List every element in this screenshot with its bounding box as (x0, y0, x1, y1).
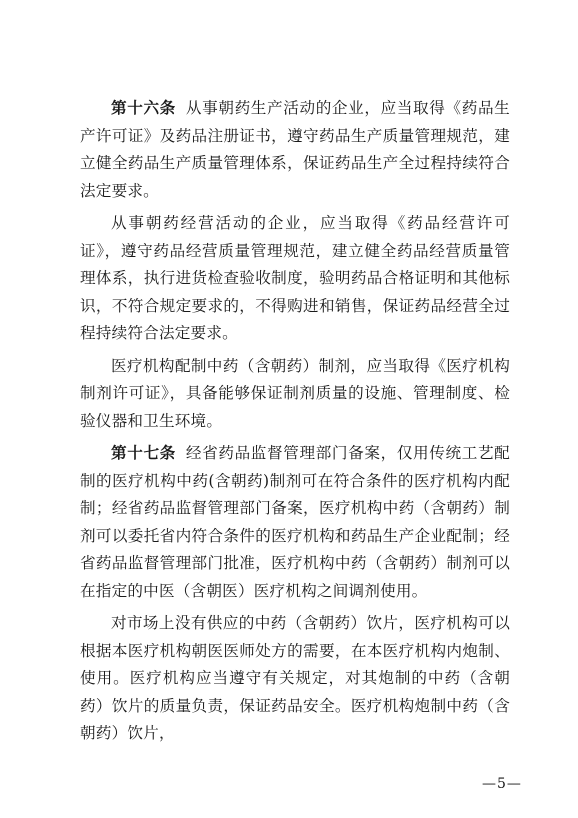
paragraph-text: 对市场上没有供应的中药（含朝药）饮片，医疗机构可以根据本医疗机构朝医医师处方的需要，在本医疗机构内炮制、使用。医疗机构应当遵守有关规定，对其炮制的中药（含朝药）饮片的质量负责，保证药品安全。医疗机构炮制中药（含朝药）饮片， (80, 614, 510, 742)
paragraph-text: 从事朝药生产活动的企业，应当取得《药品生产许可证》及药品注册证书，遵守药品生产质量管理规范，建立健全药品生产质量管理体系，保证药品生产全过程持续符合法定要求。 (80, 99, 510, 200)
paragraph-text: 从事朝药经营活动的企业，应当取得《药品经营许可证》，遵守药品经营质量管理规范，建立健全药品经营质量管理体系，执行进货检查验收制度，验明药品合格证明和其他标识，不符合规定要求的，不得购进和销售，保证药品经营全过程持续符合法定要求。 (80, 214, 510, 342)
paragraph-medical-preparation (80, 353, 510, 436)
paragraph-text: 医疗机构配制中药（含朝药）制剂，应当取得《医疗机构制剂许可证》，具备能够保证制剂质量的设施、管理制度、检验仪器和卫生环境。 (80, 356, 510, 430)
paragraph-text: 经省药品监督管理部门备案，仅用传统工艺配制的医疗机构中药(含朝药)制剂可在符合条件的医疗机构内配制；经省药品监督管理部门备案，医疗机构中药（含朝药）制剂可以委托省内符合条件的医疗机构和药品生产企业配制；经省药品监督管理部门批准，医疗机构中药（含朝药）制剂可以在指定的中医（含朝医）医疗机构之间调剂使用。 (80, 444, 510, 600)
paragraph-decoction-pieces (80, 610, 510, 748)
paragraph-article-16 (80, 95, 510, 205)
page-number: —5— (482, 776, 522, 792)
article-number: 第十七条 (111, 444, 176, 462)
paragraph-drug-trading (80, 210, 510, 348)
document-body (80, 95, 510, 753)
paragraph-article-17 (80, 440, 510, 605)
article-number: 第十六条 (111, 99, 176, 117)
